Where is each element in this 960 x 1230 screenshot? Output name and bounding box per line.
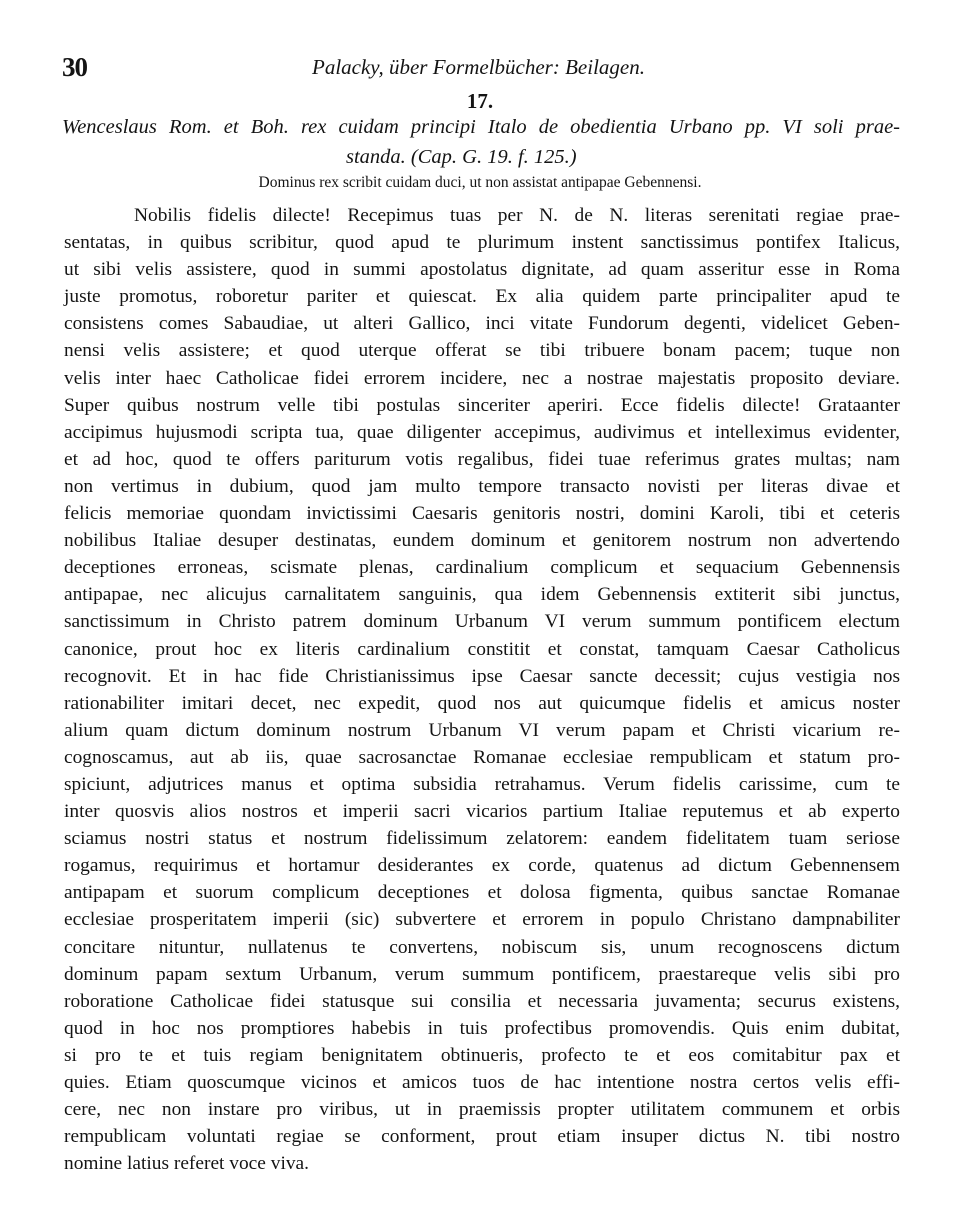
body-line: ecclesiae prosperitatem imperii (sic) subvertere et errorem in populo Christano dampnabiliter [64, 909, 900, 931]
body-line: nensi velis assistere; et quod uterque offerat se tibi tribuere bonam pacem; tuque non [64, 340, 900, 362]
body-line: antipapae, nec alicujus carnalitatem sanguinis, qua idem Gebennensis extiterit sibi junctus, [64, 584, 900, 606]
body-line: accipimus hujusmodi scripta tua, quae diligenter accepimus, audivimus et intelleximus evidenter, [64, 421, 900, 443]
page-number: 30 [62, 52, 87, 82]
document-number: 17. [466, 89, 494, 113]
body-line: deceptiones erroneas, scismate plenas, cardinalium complicum et sequacium Gebennensis [64, 557, 900, 579]
body-line: sentatas, in quibus scribitur, quod apud te plurimum instent sanctissimus pontifex Italicus, [64, 232, 900, 254]
body-line: juste promotus, roboretur pariter et quiescat. Ex alia quidem parte principaliter apud te [64, 286, 900, 308]
body-line: rempublicam voluntati regiae se conforment, prout etiam insuper dictus N. tibi nostro [64, 1126, 900, 1148]
body-line: velis inter haec Catholicae fidei errorem incidere, nec a nostrae majestatis proposito deviare. [64, 367, 900, 389]
body-line: Super quibus nostrum velle tibi postulas sinceriter aperiri. Ecce fidelis dilecte! Grataanter [64, 394, 900, 416]
body-line: Nobilis fidelis dilecte! Recepimus tuas per N. de N. literas serenitati regiae prae- [134, 205, 900, 226]
body-line: canonice, prout hoc ex literis cardinalium constitit et constat, tamquam Caesar Catholicus [64, 638, 900, 660]
document-summary: Dominus rex scribit cuidam duci, ut non assistat antipapae Gebennensi. [258, 174, 702, 191]
body-line: spiciunt, adjutrices manus et optima subsidia retrahamus. Verum fidelis carissime, cum te [64, 773, 900, 795]
document-title [62, 112, 900, 172]
body-line: antipapam et suorum complicum deceptiones et dolosa figmenta, quibus sanctae Romanae [64, 882, 900, 904]
body-line: cognoscamus, aut ab iis, quae sacrosanctae Romanae ecclesiae rempublicam et statum pro- [64, 746, 900, 768]
body-line: sciamus nostri status et nostrum fidelissimum zelatorem: eandem fidelitatem tuam seriose [64, 828, 900, 850]
body-line: nomine latius referet voce viva. [64, 1153, 309, 1175]
body-line: si pro te et tuis regiam benignitatem obtinueris, profecto te et eos comitabitur pax et [64, 1044, 900, 1066]
body-line: alium quam dictum dominum nostrum Urbanum VI verum papam et Christi vicarium re- [64, 719, 900, 741]
document-title-line-2: standa. (Cap. G. 19. f. 125.) [346, 146, 577, 168]
body-line: et ad hoc, quod te offers pariturum votis regalibus, fidei tuae referimus grates multas; nam [64, 448, 900, 470]
body-line: recognovit. Et in hac fide Christianissimus ipse Caesar sancte decessit; cujus vestigia nos [64, 665, 900, 687]
document-title-line-1: Wenceslaus Rom. et Boh. rex cuidam principi Italo de obedientia Urbano pp. VI soli prae- [62, 116, 900, 138]
letter-body [64, 202, 900, 1177]
running-head [62, 50, 900, 84]
body-line: ut sibi velis assistere, quod in summi apostolatus dignitate, ad quam asseritur esse in Roma [64, 259, 900, 281]
body-line: roboratione Catholicae fidei statusque sui consilia et necessaria juvamenta; securus existens, [64, 990, 900, 1012]
body-line: quies. Etiam quoscumque vicinos et amicos tuos de hac intentione nostra certos velis effi- [64, 1072, 900, 1093]
body-line: inter quosvis alios nostros et imperii sacri vicarios partium Italiae reputemus et ab experto [64, 801, 900, 823]
body-line: felicis memoriae quondam invictissimi Caesaris genitoris nostri, domini Karoli, tibi et ceteris [64, 503, 900, 525]
body-line: sanctissimum in Christo patrem dominum Urbanum VI verum summum pontificem electum [64, 611, 900, 633]
body-line: rationabiliter imitari decet, nec expedit, quod nos aut quicumque fidelis et amicus noster [64, 692, 900, 714]
body-line: rogamus, requirimus et hortamur desiderantes ex corde, quatenus ad dictum Gebennensem [64, 855, 900, 877]
body-line: dominum papam sextum Urbanum, verum summum pontificem, praestareque velis sibi pro [64, 963, 900, 985]
body-line: cere, nec non instare pro viribus, ut in praemissis propter utilitatem communem et orbis [64, 1099, 900, 1121]
body-line: quod in hoc nos promptiores habebis in tuis profectibus promovendis. Quis enim dubitat, [64, 1017, 900, 1039]
body-line: consistens comes Sabaudiae, ut alteri Gallico, inci vitate Fundorum degenti, videlicet Geben- [64, 313, 900, 335]
body-line: nobilibus Italiae desuper destinatas, eundem dominum et genitorem nostrum non advertendo [64, 530, 900, 552]
body-line: concitare nituntur, nullatenus te convertens, nobiscum sis, unum recognoscens dictum [64, 936, 900, 958]
body-line: non vertimus in dubium, quod jam multo tempore transacto novisti per literas divae et [64, 475, 900, 497]
running-title: Palacky, über Formelbücher: Beilagen. [312, 55, 645, 79]
